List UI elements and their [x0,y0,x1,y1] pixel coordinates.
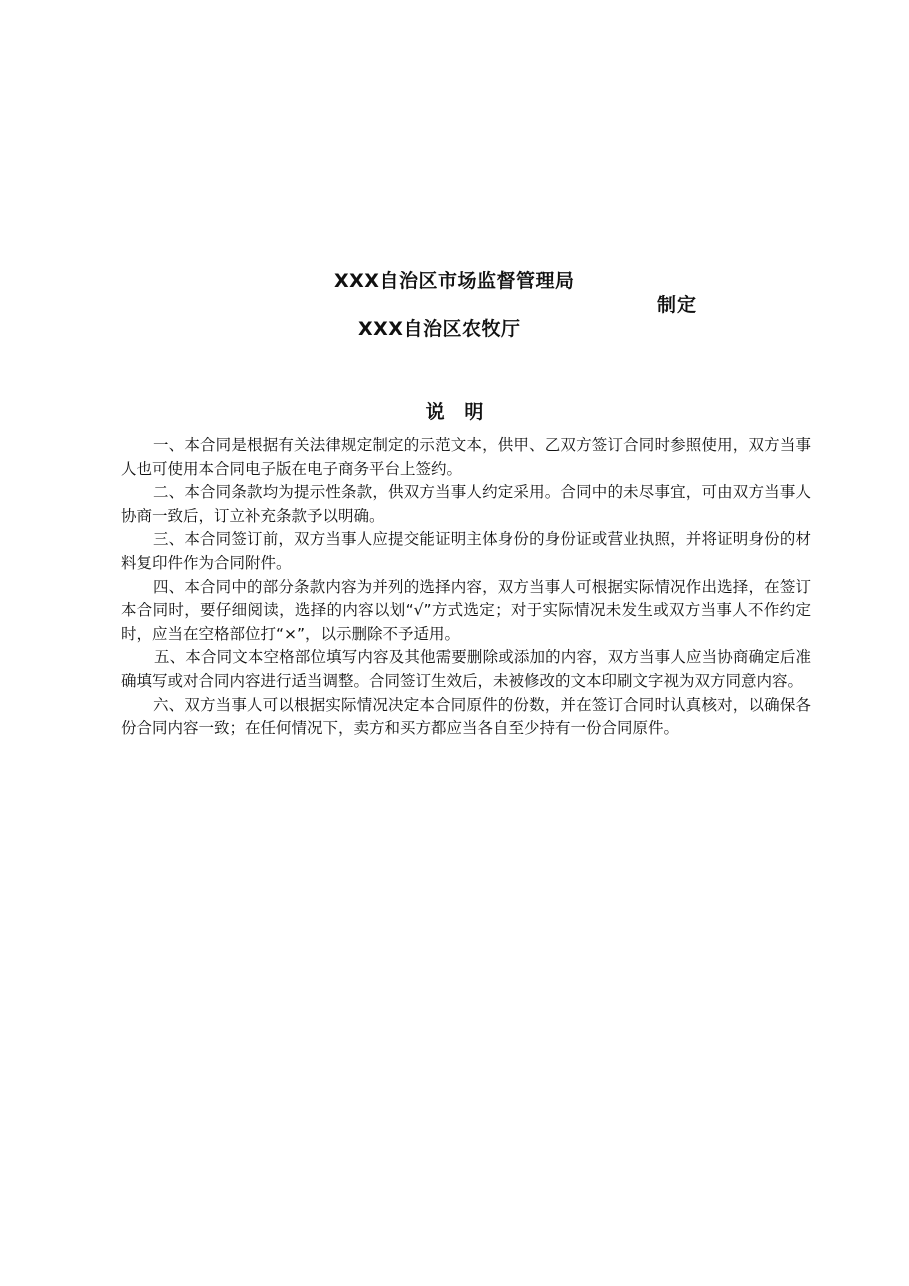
instruction-paragraph-6: 六、双方当事人可以根据实际情况决定本合同原件的份数，并在签订合同时认真核对，以确保各份合同内容一致；在任何情况下，卖方和买方都应当各自至少持有一份合同原件。 [121,695,811,738]
instruction-paragraph-3: 三、本合同签订前，双方当事人应提交能证明主体身份的身份证或营业执照，并将证明身份的材料复印件作为合同附件。 [121,530,811,572]
instruction-paragraph-4: 四、本合同中的部分条款内容为并列的选择内容，双方当事人可根据实际情况作出选择，在签订本合同时，要仔细阅读，选择的内容以划“√”方式选定；对于实际情况未发生或双方当事人不作约定时，应当在空格部位打“×”，以示删除不予适用。 [121,577,811,643]
instructions-body [121,434,811,741]
instruction-paragraph-5: 五、本合同文本空格部位填写内容及其他需要删除或添加的内容，双方当事人应当协商确定后准确填写或对合同内容进行适当调整。合同签订生效后，未被修改的文本印刷文字视为双方同意内容。 [121,648,811,690]
instructions-title: 说 明 [425,401,484,423]
issuer-agriculture: XXX自治区农牧厅 [358,318,521,340]
instruction-paragraph-2: 二、本合同条款均为提示性条款，供双方当事人约定采用。合同中的未尽事宜，可由双方当事人协商一致后，订立补充条款予以明确。 [121,483,811,525]
made-by-label: 制定 [657,294,698,316]
instruction-paragraph-1: 一、本合同是根据有关法律规定制定的示范文本，供甲、乙双方签订合同时参照使用，双方当事人也可使用本合同电子版在电子商务平台上签约。 [121,436,811,478]
issuer-market-supervision: XXX自治区市场监督管理局 [334,270,575,292]
